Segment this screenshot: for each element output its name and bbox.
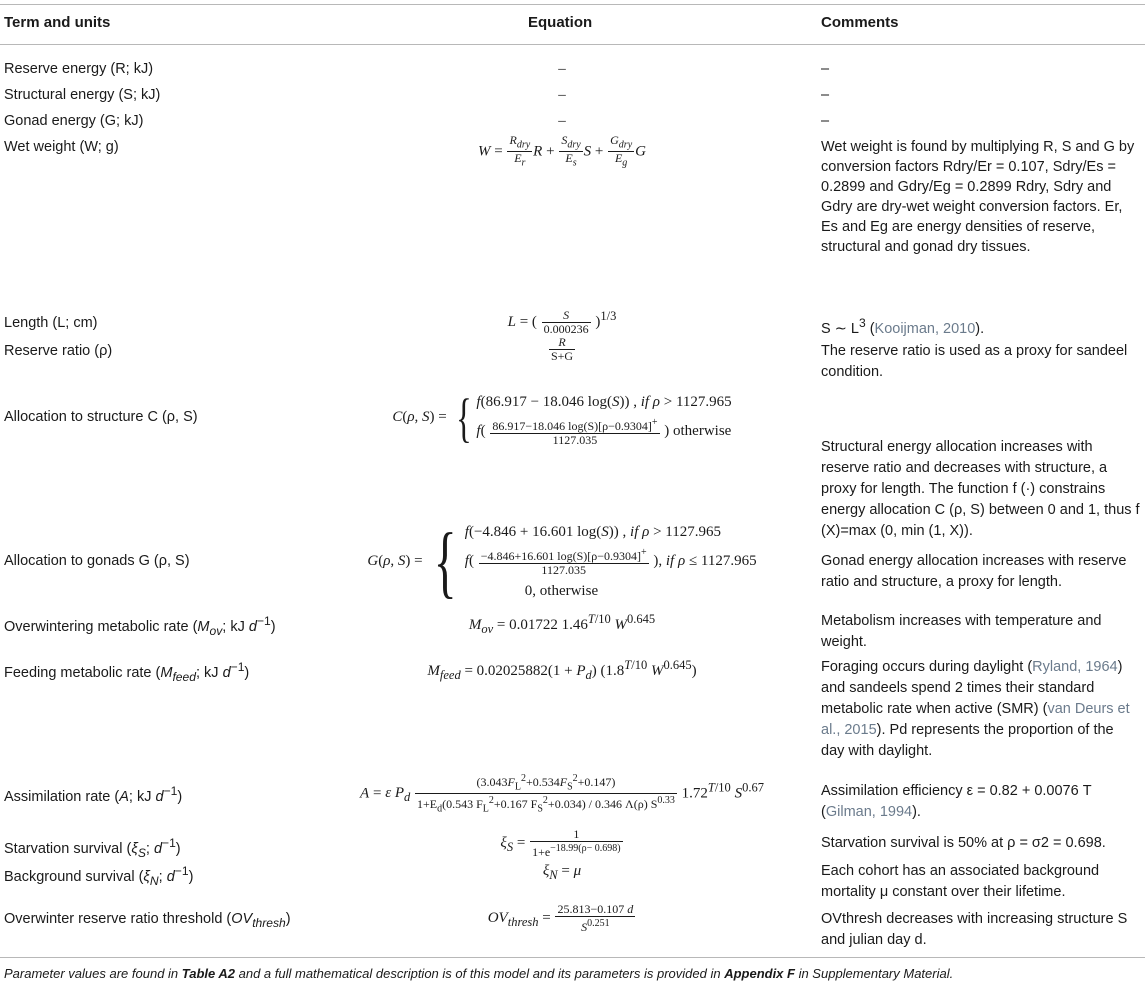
term-feeding-metabolic: Feeding metabolic rate ($M_{feed}$; kJ $d^{-1}$) — [4, 660, 250, 684]
eq-assimilation: A = ε $P_d$ $\frac{(3.043F_L^2+0.534F_S^2+0.147)}{1+E_d(0.543 F_L^2+0.167 F_S^2+0.034) / 0.346 \Lambda(\rho) S^{0.33}}$ $1.72^{T/10}$ $S^{0.67}$ — [360, 773, 764, 815]
footnote-e: in Supplementary Material. — [794, 966, 954, 981]
eq-allocation-structure: C(ρ, S) = { f(86.917 − 18.046 log(S)) , if ρ > 1127.965 f( $\frac{86.917-18.046 \log(S)[\rho-0.9304]^+}{1127.035}$ ) otherwise — [392, 387, 732, 448]
eq-length: L = ( $\frac{S}{0.000236}$ )$^{1/3}$ — [507, 308, 617, 337]
term-gonad-energy: Gonad energy (G; kJ) — [4, 113, 144, 129]
eq-reserve-ratio: $\frac{R}{S+G}$ — [550, 335, 574, 363]
footnote-c: and a full mathematical description is of this model and its parameters is provided in — [235, 966, 725, 981]
footnote-table-ref[interactable]: Table A2 — [181, 966, 235, 981]
comment-allocation-gonads: Gonad energy allocation increases with reserve ratio and structure, a proxy for length. — [821, 553, 1127, 590]
term-starvation-survival: Starvation survival ($\xi_S$; $d^{-1}$) — [4, 836, 181, 860]
eq-overwinter-threshold: $OV_{thresh}$ = $\frac{25.813-0.107 d}{S^{0.251}}$ — [487, 902, 634, 934]
citation-kooijman[interactable]: Kooijman, 2010 — [874, 320, 976, 337]
term-structural-energy: Structural energy (S; kJ) — [4, 87, 161, 103]
citation-ryland[interactable]: Ryland, 1964 — [1032, 659, 1118, 675]
top-rule — [0, 4, 1145, 5]
term-overwinter-threshold: Overwinter reserve ratio threshold $(OV_{thresh})$ — [4, 911, 291, 930]
comment-assimilation — [821, 781, 1141, 823]
comment-background-survival: Each cohort has an associated background mortality μ constant over their lifetime. — [821, 863, 1100, 900]
comment-length-c: ). — [975, 320, 985, 337]
comment-length-a: S ∼ L — [821, 320, 859, 337]
comment-feeding-c: ). Pd represents the proportion of the day with daylight. — [821, 722, 1114, 759]
term-background-survival: Background survival ($\xi_N$; $d^{-1}$) — [4, 864, 194, 888]
eq-starvation-survival: $\xi_S$ = $\frac{1}{1+e^{-18.99(\rho- 0.698)}}$ — [500, 827, 621, 859]
comment-length-exp: 3 — [858, 316, 866, 330]
footnote-a: Parameter values are found in — [4, 966, 182, 981]
eq-background-survival: $\xi_N = \mu$ — [542, 863, 582, 882]
header-rule — [0, 44, 1145, 45]
comment-wet-weight: Wet weight is found by multiplying R, S and G by conversion factors Rdry/Er = 0.107, Sdry/Es = 0.2899 and Gdry/Eg = 0.2899 Rdry, Sdry and Gdry are dry-wet weight conversion factors. Er, Es and Eg are energy densities of reserve, structural and gonad dry tissues. — [821, 139, 1135, 255]
eq-structural-energy: – — [558, 87, 566, 103]
term-allocation-structure: Allocation to structure C (ρ, S) — [4, 409, 198, 425]
table-footnote — [4, 966, 953, 981]
comment-feeding-a: Foraging occurs during daylight ( — [821, 659, 1033, 675]
eq-reserve-energy: – — [558, 61, 566, 77]
comment-assimilation-a: Assimilation efficiency ε = 0.82 + 0.0076 T ( — [821, 783, 1092, 820]
comment-length: S ∼ $L^3$ (Kooijman, 2010). — [821, 316, 985, 337]
header-term: Term and units — [4, 14, 111, 31]
eq-gonad-energy: – — [558, 113, 566, 129]
eq-wet-weight: W = $\frac{R_{dry}}{E_r}$ R + $\frac{S_{dry}}{E_s}$ S + $\frac{G_{dry}}{E_g}$ G — [478, 133, 646, 169]
term-assimilation: Assimilation rate (A; kJ $d^{-1}$) — [4, 784, 183, 805]
term-allocation-gonads: Allocation to gonads G (ρ, S) — [4, 553, 190, 569]
term-reserve-energy: Reserve energy (R; kJ) — [4, 61, 154, 77]
term-reserve-ratio: Reserve ratio (ρ) — [4, 343, 113, 359]
term-overwinter-metabolic: Overwintering metabolic rate ($M_{ov}$; kJ $d^{-1}$) — [4, 614, 276, 638]
header-equation: Equation — [528, 14, 593, 31]
comment-reserve-energy: – — [821, 61, 830, 77]
comment-assimilation-c: ). — [912, 804, 921, 820]
header-comments: Comments — [821, 14, 899, 31]
comment-gonad-energy: – — [821, 113, 830, 129]
term-length: Length (L; cm) — [4, 315, 98, 331]
citation-van-deurs[interactable]: van Deurs et al., 2015 — [821, 701, 1130, 738]
eq-allocation-gonads: G(ρ, S) = { f(−4.846 + 16.601 log(S)) , if ρ > 1127.965 f( $\frac{-4.846+16.601 \log(S)[\rho-0.9304]^+}{1127.035}$ ), if ρ ≤ 1127.965 0, otherwise — [367, 517, 757, 606]
citation-gilman[interactable]: Gilman, 1994 — [825, 804, 913, 820]
comment-reserve-ratio: The reserve ratio is used as a proxy for sandeel condition. — [821, 343, 1128, 380]
comment-overwinter-threshold: OVthresh decreases with increasing structure S and julian day d. — [821, 911, 1128, 948]
bottom-rule — [0, 957, 1145, 958]
comment-allocation-structure: Structural energy allocation increases with reserve ratio and decreases with structure, a proxy for length. The function f (·) constrains energy allocation C (ρ, S) between 0 and 1, thus f (X)=max (0, min (1, X)). — [821, 439, 1140, 539]
comment-feeding-metabolic — [821, 657, 1141, 762]
comment-overwinter-metabolic: Metabolism increases with temperature and weight. — [821, 613, 1102, 650]
comment-feeding-b: ) and sandeels spend 2 times their standard metabolic rate when active (SMR) ( — [821, 659, 1123, 717]
term-wet-weight: Wet weight (W; g) — [4, 139, 119, 155]
eq-overwinter-metabolic: $M_{ov} = 0.01722$ $1.46^{T/10}$ $W^{0.645}$ — [468, 612, 656, 636]
comment-starvation-survival: Starvation survival is 50% at ρ = σ2 = 0.698. — [821, 835, 1106, 851]
eq-feeding-metabolic: $M_{feed} = 0.02025882(1 + P_d)$ ($1.8^{T/10}$ $W^{0.645}$) — [427, 658, 697, 682]
comment-structural-energy: – — [821, 87, 830, 103]
footnote-appendix-ref[interactable]: Appendix F — [724, 966, 795, 981]
